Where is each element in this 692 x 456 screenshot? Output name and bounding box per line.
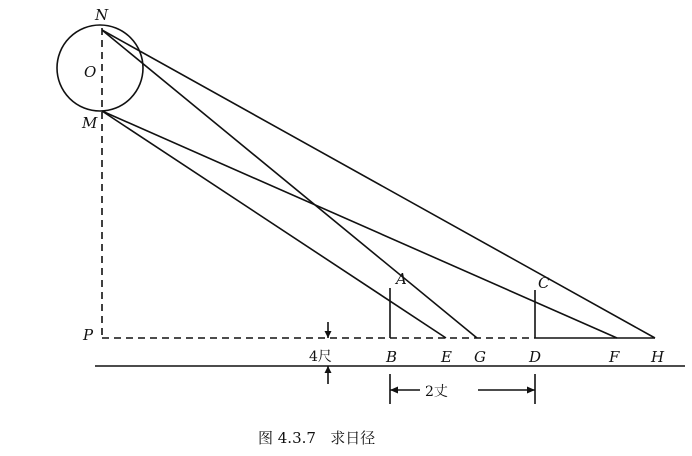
spacing-arrow-left	[390, 387, 398, 394]
sun-circle	[57, 25, 143, 111]
ray-m-to-f	[102, 111, 617, 338]
label-c: C	[538, 274, 550, 292]
gnomon-height-label: 4尺	[309, 349, 332, 365]
ray-m-to-e	[102, 111, 446, 338]
height-arrow-upper	[325, 331, 332, 338]
ray-n-to-h	[102, 30, 655, 338]
label-g: G	[474, 348, 486, 366]
label-a: A	[396, 270, 407, 288]
height-arrow-lower	[325, 366, 332, 373]
label-m: M	[82, 114, 98, 132]
spacing-arrow-right	[527, 387, 535, 394]
gnomon-spacing-label: 2丈	[425, 384, 448, 400]
label-p: P	[83, 326, 94, 344]
label-b: B	[386, 348, 398, 366]
label-n: N	[95, 6, 109, 24]
label-o: O	[84, 63, 97, 81]
ray-n-to-g	[102, 30, 477, 338]
figure-caption: 图 4.3.7 求日径	[258, 429, 376, 447]
label-f: F	[609, 348, 620, 366]
label-h: H	[651, 348, 665, 366]
label-e: E	[441, 348, 452, 366]
label-d: D	[529, 348, 542, 366]
